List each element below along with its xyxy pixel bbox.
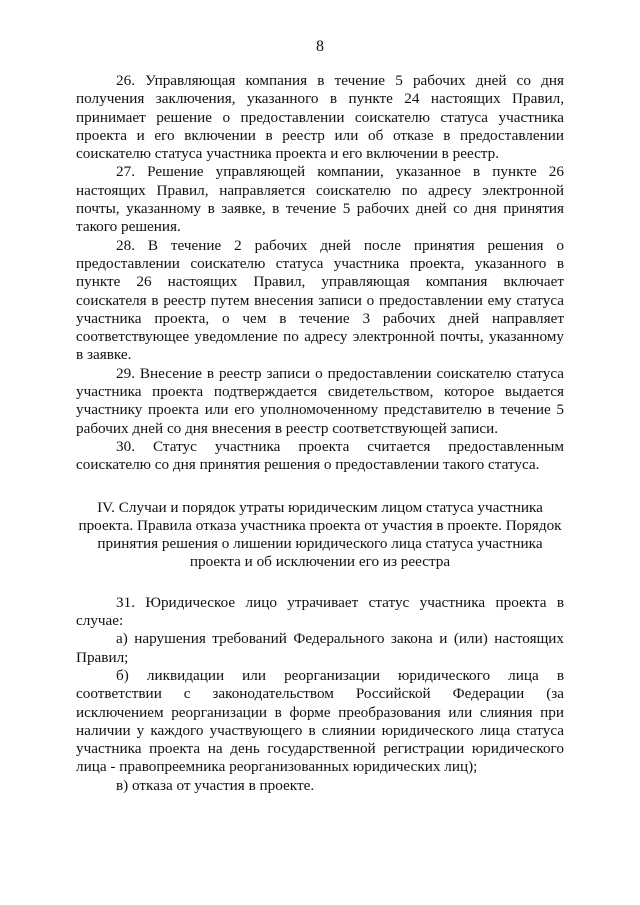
paragraph-31-a: а) нарушения требований Федерального закона и (или) настоящих Правил; — [76, 630, 564, 666]
paragraph-27: 27. Решение управляющей компании, указанное в пункте 26 настоящих Правил, направляется соискателю по адресу электронной почты, указанному в заявке, в течение 5 рабочих дней со дня принятия такого решения. — [76, 163, 564, 236]
paragraph-31: 31. Юридическое лицо утрачивает статус участника проекта в случае: — [76, 593, 564, 630]
document-body — [76, 72, 564, 795]
page-number: 8 — [316, 38, 324, 55]
paragraph-31-b: б) ликвидации или реорганизации юридического лица в соответствии с законодательством Российской Федерации (за исключением реорганизации в форме преобразования или слияния при наличии у каждого участвующего в слиянии юридического лица статуса участника проекта на день государственной регистрации юридического лица - правопреемника реорганизованных юридических лиц); — [76, 666, 564, 776]
section-heading: IV. Случаи и порядок утраты юридическим лицом статуса участника проекта. Правила отказа участника проекта от участия в проекте. Порядок принятия решения о лишении юридического лица статуса участника проекта и об исключении его из реестра — [78, 498, 562, 571]
paragraph-29: 29. Внесение в реестр записи о предоставлении соискателю статуса участника проекта подтверждается свидетельством, которое выдается участнику проекта или его уполномоченному представителю в течение 5 рабочих дней со дня внесения в реестр соответствующей записи. — [76, 364, 564, 437]
paragraph-28: 28. В течение 2 рабочих дней после принятия решения о предоставлении соискателю статуса участника проекта, указанного в пункте 26 настоящих Правил, управляющая компания включает соискателя в реестр путем внесения записи о предоставлении ему статуса участника проекта, о чем в течение 3 рабочих дней направляет соответствующее уведомление по адресу электронной почты, указанному в заявке. — [76, 236, 564, 364]
paragraph-26: 26. Управляющая компания в течение 5 рабочих дней со дня получения заключения, указанного в пункте 24 настоящих Правил, принимает решение о предоставлении соискателю статуса участника проекта и его включении в реестр или об отказе в предоставлении соискателю статуса участника проекта и его включении в реестр. — [76, 72, 564, 163]
paragraph-30: 30. Статус участника проекта считается предоставленным соискателю со дня принятия решения о предоставлении такого статуса. — [76, 437, 564, 474]
paragraph-31-v: в) отказа от участия в проекте. — [116, 776, 315, 794]
